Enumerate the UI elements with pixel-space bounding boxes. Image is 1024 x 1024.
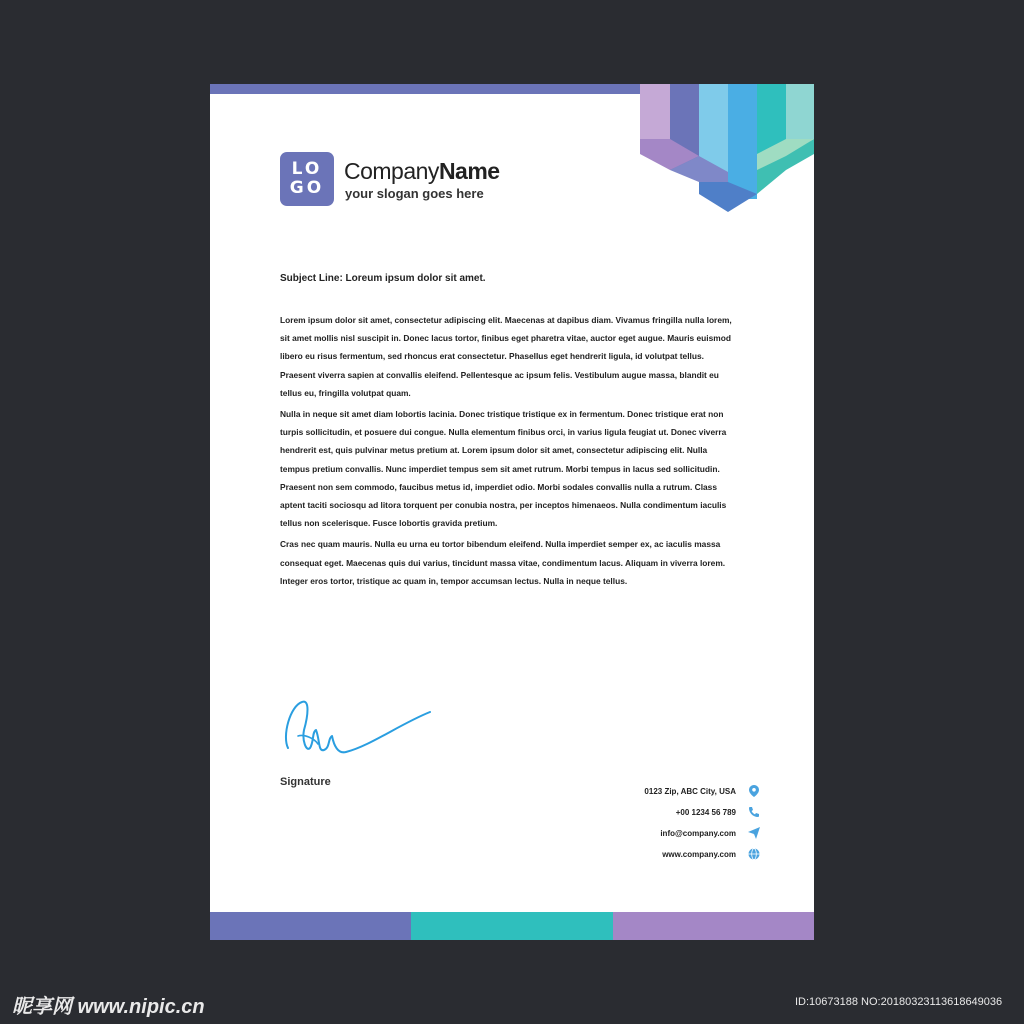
signature-label: Signature — [280, 776, 331, 788]
contact-website: www.company.com — [662, 849, 736, 859]
letter-body — [280, 311, 735, 593]
company-name-part2: Name — [438, 158, 500, 184]
contact-address: 0123 Zip, ABC City, USA — [644, 786, 736, 796]
company-logo — [280, 152, 334, 206]
geometric-corner-decoration — [640, 84, 814, 214]
logo-text-bottom: GO — [289, 178, 325, 198]
band-purple — [613, 912, 814, 940]
phone-icon — [748, 806, 760, 818]
company-name-part1: Company — [344, 158, 439, 184]
top-accent-strip — [210, 84, 640, 94]
globe-icon — [748, 848, 760, 860]
band-indigo — [210, 912, 411, 940]
body-paragraph-1: Lorem ipsum dolor sit amet, consectetur adipiscing elit. Maecenas at dapibus diam. Vivamus fringilla nulla lorem, sit amet mollis nisl suscipit in. Donec lacus tortor, finibus eget pharetra vitae, auctor eget augue. Mauris euismod libero eu risus fermentum, sed rhoncus erat consectetur. Phasellus eget hendrerit ligula, id volutpat tellus. Praesent viverra sapien at convallis eleifend. Pellentesque ac ipsum felis. Vestibulum augue massa, blandit eu tellus eu, fringilla volutpat quam. — [280, 315, 732, 398]
watermark-id: ID:10673188 NO:20180323113618649036 — [795, 996, 1003, 1008]
handwritten-signature — [280, 696, 440, 768]
subject-line: Subject Line: Loreum ipsum dolor sit amet. — [280, 273, 486, 284]
band-teal — [411, 912, 612, 940]
body-paragraph-3: Cras nec quam mauris. Nulla eu urna eu tortor bibendum eleifend. Nulla imperdiet semper ex, ac iaculis massa consequat eget. Maecenas quis dui varius, tincidunt massa vitae, condimentum lacus. Aliquam in viverra lorem. Integer eros tortor, tristique ac quam in, tempor accumsan lectus. Nulla in neque tellus. — [280, 539, 726, 586]
contact-phone: +00 1234 56 789 — [675, 807, 736, 817]
contact-phone-row — [676, 803, 760, 821]
contact-email-row — [660, 824, 760, 842]
bottom-color-band — [210, 912, 814, 940]
contact-email: info@company.com — [660, 828, 736, 838]
company-slogan: your slogan goes here — [345, 186, 484, 201]
company-name — [344, 158, 500, 185]
letterhead-page — [210, 84, 814, 940]
contact-website-row — [662, 845, 760, 863]
watermark-site: 昵享网 www.nipic.cn — [12, 996, 205, 1018]
body-paragraph-2: Nulla in neque sit amet diam lobortis lacinia. Donec tristique tristique ex in fermentum. Donec tristique erat non turpis sollicitudin, et posuere dui congue. Nulla elementum finibus orci, in varius ligula feugiat ut. Donec viverra hendrerit est, quis pulvinar metus pretium at. Lorem ipsum dolor sit amet, consectetur adipiscing elit. Nulla tempus pretium convallis. Nunc imperdiet tempus sem sit amet rutrum. Morbi tempus in lacus sed sollicitudin. Praesent non sem commodo, faucibus metus id, imperdiet odio. Morbi sodales convallis nulla a rutrum. Class aptent taciti sociosqu ad litora torquent per conubia nostra, per inceptos himenaeos. Nulla condimentum iaculis tellus non scelerisque. Fusce lobortis gravida pretium. — [280, 409, 727, 529]
contact-address-row — [644, 782, 760, 800]
send-icon — [748, 827, 760, 839]
location-icon — [748, 785, 760, 797]
logo-text-top: LO — [291, 159, 323, 179]
